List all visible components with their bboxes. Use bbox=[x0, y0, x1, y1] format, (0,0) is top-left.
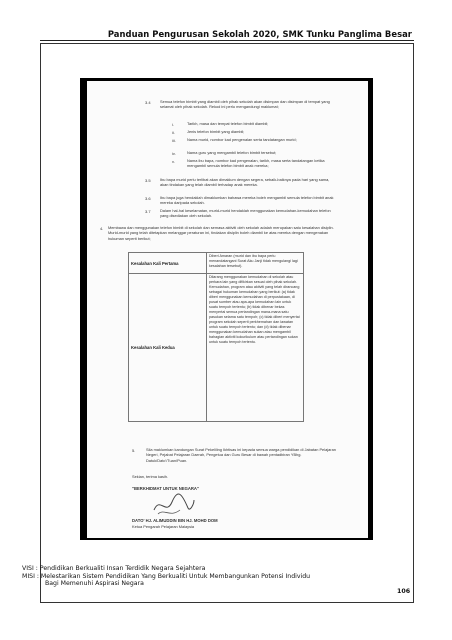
item-iv-number: iv. bbox=[172, 151, 176, 156]
closing-text: Sekian, terima kasih. bbox=[132, 474, 169, 479]
item-v-number: v. bbox=[172, 159, 175, 164]
table-row bbox=[128, 252, 304, 274]
motto: "BERKHIDMAT UNTUK NEGARA" bbox=[132, 486, 199, 491]
section-3-7-number: 3.7 bbox=[145, 209, 151, 214]
table-row bbox=[128, 274, 304, 422]
section-4-text: Membawa dan menggunakan telefon bimbit di sekolah dan semasa aktiviti oleh sekolah adalah merupakan satu kesalahan disiplin. Murid-murid yang telah ditetapkan melanggar peraturan ini, tindakan disiplin boleh diambil ke atas mereka dengan mengenakan hukuman seperti berikut; bbox=[108, 225, 334, 241]
header-rule bbox=[40, 40, 414, 41]
section-3-6-number: 3.6 bbox=[145, 196, 151, 201]
first-offence-label: Kesalahan Kali Pertama bbox=[129, 253, 207, 273]
section-3-4-number: 3.4 bbox=[145, 100, 151, 105]
item-ii-text: Jenis telefon bimbit yang diambil; bbox=[187, 129, 245, 134]
second-offence-label: Kesalahan Kali Kedua bbox=[129, 274, 207, 421]
item-ii-number: ii. bbox=[172, 130, 175, 135]
section-3-7-text: Dalam hal-hal keselamatan, murid-murid hendaklah menggunakan kemudahan-kemudahan telefon yang disediakan oleh sekolah. bbox=[160, 208, 331, 219]
page-footer bbox=[22, 565, 310, 588]
signature-image bbox=[150, 490, 196, 520]
section-5-text: Sila maklumkan kandungan Surat Pekeliling Ikhtisas ini kepada semua warga pendidikan di Jabatan Pelajaran Negeri, Pejabat Pelajaran Daerah, Pengetua dan Guru Besar di bawah pentadbiran YBhg. Datuk/Dato'/Tuan/Puan. bbox=[146, 447, 336, 463]
item-iv-text: Nama guru yang mengambil telefon bimbit tersebut; bbox=[187, 150, 277, 155]
signatory-title: Ketua Pengarah Pelajaran Malaysia bbox=[132, 524, 195, 529]
penalty-table bbox=[128, 252, 304, 422]
item-i-number: i. bbox=[172, 122, 174, 127]
item-iii-number: iii. bbox=[172, 138, 176, 143]
page-number: 106 bbox=[397, 588, 411, 595]
item-i-text: Tarikh, masa dan tempat telefon bimbit diambil; bbox=[187, 121, 269, 126]
footer-misi-continued: Bagi Memenuhi Aspirasi Negara bbox=[45, 580, 144, 588]
section-5-number: 5. bbox=[132, 448, 136, 453]
section-3-5-text: Ibu bapa murid perlu terlibat akan dimaklum dengan segera, sebaik-baiknya pada hari yang sama, akan tindakan yang telah diambil terhadap anak mereka. bbox=[160, 177, 330, 188]
footer-visi: VISI : Pendidikan Berkualiti Insan Terdidik Negara Sejahtera bbox=[22, 565, 206, 572]
section-4-number: 4. bbox=[100, 226, 104, 231]
page-header: Panduan Pengurusan Sekolah 2020, SMK Tunku Panglima Besar bbox=[107, 29, 412, 39]
signatory-name: DATO' HJ. ALIMUDDIN BIN HJ. MOHD DOM bbox=[132, 518, 218, 523]
item-v-text: Nama ibu bapa, nombor kad pengenalan, tarikh, masa serta tandatangan ketika mengambil semula telefon bimbit anak mereka; bbox=[187, 158, 325, 169]
section-3-6-text: Ibu bapa juga hendaklah dimaklumkan bahawa mereka boleh mengambil semula telefon bimbit anak mereka daripada sekolah. bbox=[160, 195, 334, 206]
footer-misi: MISI : Melestarikan Sistem Pendidikan Yang Berkualiti Untuk Membangunkan Potensi Individu bbox=[22, 572, 311, 580]
section-3-5-number: 3.5 bbox=[145, 178, 151, 183]
item-iii-text: Nama murid, nombor kad pengenalan serta tandatangan murid; bbox=[187, 137, 297, 142]
section-3-4-text: Semua telefon bimbit yang diambil oleh pihak sekolah akan disimpan dan disimpan di tempat yang selamat oleh pihak sekolah. Rekod ini perlu mengandungi maklumat; bbox=[160, 99, 330, 110]
first-offence-penalty: Diberi Amaran (murid dan ibu bapa perlu menandatangani Surat Aku Janji tidak mengulangi lagi kesalahan tersebut). bbox=[209, 254, 298, 268]
second-offence-penalty: Dilarang menggunakan kemudahan di sekolah atau perkara lain yang difikirkan sesuai oleh pihak sekolah. Kemudahan, program atau aktiviti yang telah dirancang sebagai hukuman kemudahan yang berikut: (a) tidak diberi menggunakan kemudahan di perpustakaan, di pusat sumber atau apa-apa kemudahan lain untuk suatu tempoh tertentu; (b) tidak dibenar bekas menyertai semua pertandingan mana-mana satu pasukan selama satu tempoh; (c) tidak diberi menyertai program sekolah seperti perkhemahan dan lawatan untuk suatu tempoh tertentu; dan (d) tidak dibenar menggunakan kemudahan sukan atau mengambil bahagian aktiviti kokurikulum atau pertandingan sukan untuk suatu tempoh tertentu. bbox=[209, 275, 300, 344]
